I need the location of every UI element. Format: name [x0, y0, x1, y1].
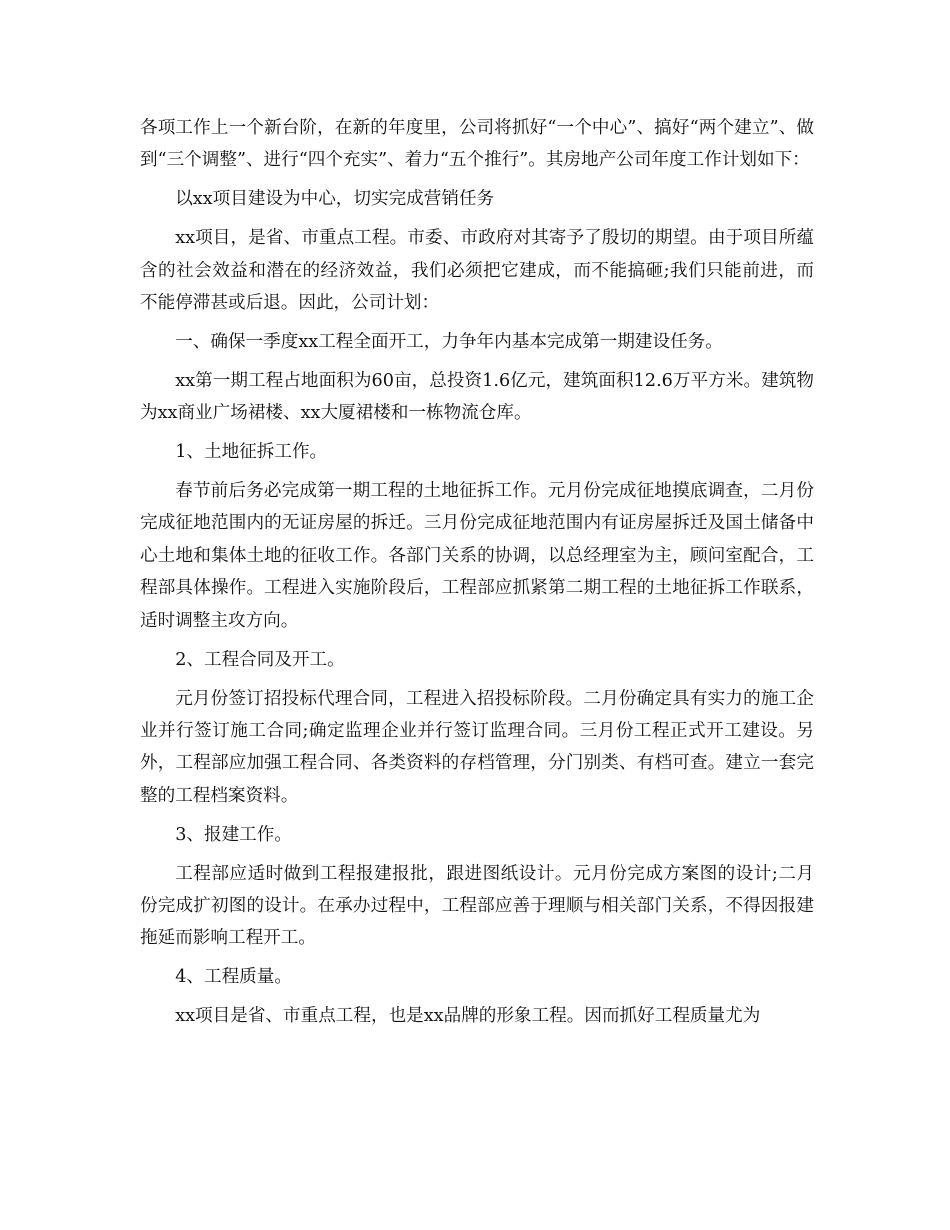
paragraph: 春节前后务必完成第一期工程的土地征拆工作。元月份完成征地摸底调查，二月份完成征地范围内的无证房屋的拆迁。三月份完成征地范围内有证房屋拆迁及国土储备中心土地和集体土地的征收工作。各部门关系的协调，以总经理室为主，顾问室配合，工程部具体操作。工程进入实施阶段后，工程部应抓紧第二期工程的土地征拆工作联系，适时调整主攻方向。 [140, 481, 814, 631]
subsection-heading: 1、土地征拆工作。 [175, 442, 328, 463]
subsection-heading: 3、报建工作。 [175, 824, 292, 845]
subsection-heading: 4、工程质量。 [175, 967, 292, 988]
paragraph: xx项目是省、市重点工程，也是xx品牌的形象工程。因而抓好工程质量尤为 [175, 1006, 761, 1027]
paragraph: xx项目，是省、市重点工程。市委、市政府对其寄予了殷切的期望。由于项目所蕴含的社会效益和潜在的经济效益，我们必须把它建成，而不能搞砸;我们只能前进，而不能停滞甚或后退。因此，公司计划： [140, 228, 814, 314]
document-page [140, 112, 814, 1039]
paragraph: 元月份签订招投标代理合同，工程进入招投标阶段。二月份确定具有实力的施工企业并行签订施工合同;确定监理企业并行签订监理合同。三月份工程正式开工建设。另外，工程部应加强工程合同、各类资料的存档管理，分门别类、有档可查。建立一套完整的工程档案资料。 [140, 688, 814, 806]
paragraph: 工程部应适时做到工程报建报批，跟进图纸设计。元月份完成方案图的设计;二月份完成扩初图的设计。在承办过程中，工程部应善于理顺与相关部门关系，不得因报建拖延而影响工程开工。 [140, 863, 814, 949]
section-heading: 以xx项目建设为中心，切实完成营销任务 [175, 189, 495, 210]
paragraph: 各项工作上一个新台阶，在新的年度里，公司将抓好“一个中心”、搞好“两个建立”、做到“三个调整”、进行“四个充实”、着力“五个推行”。其房地产公司年度工作计划如下： [140, 118, 814, 171]
paragraph: xx第一期工程占地面积为60亩，总投资1.6亿元，建筑面积12.6万平方米。建筑物为xx商业广场裙楼、xx大厦裙楼和一栋物流仓库。 [140, 370, 814, 424]
subsection-heading: 2、工程合同及开工。 [175, 649, 345, 670]
section-heading: 一、确保一季度xx工程全面开工，力争年内基本完成第一期建设任务。 [175, 331, 723, 352]
